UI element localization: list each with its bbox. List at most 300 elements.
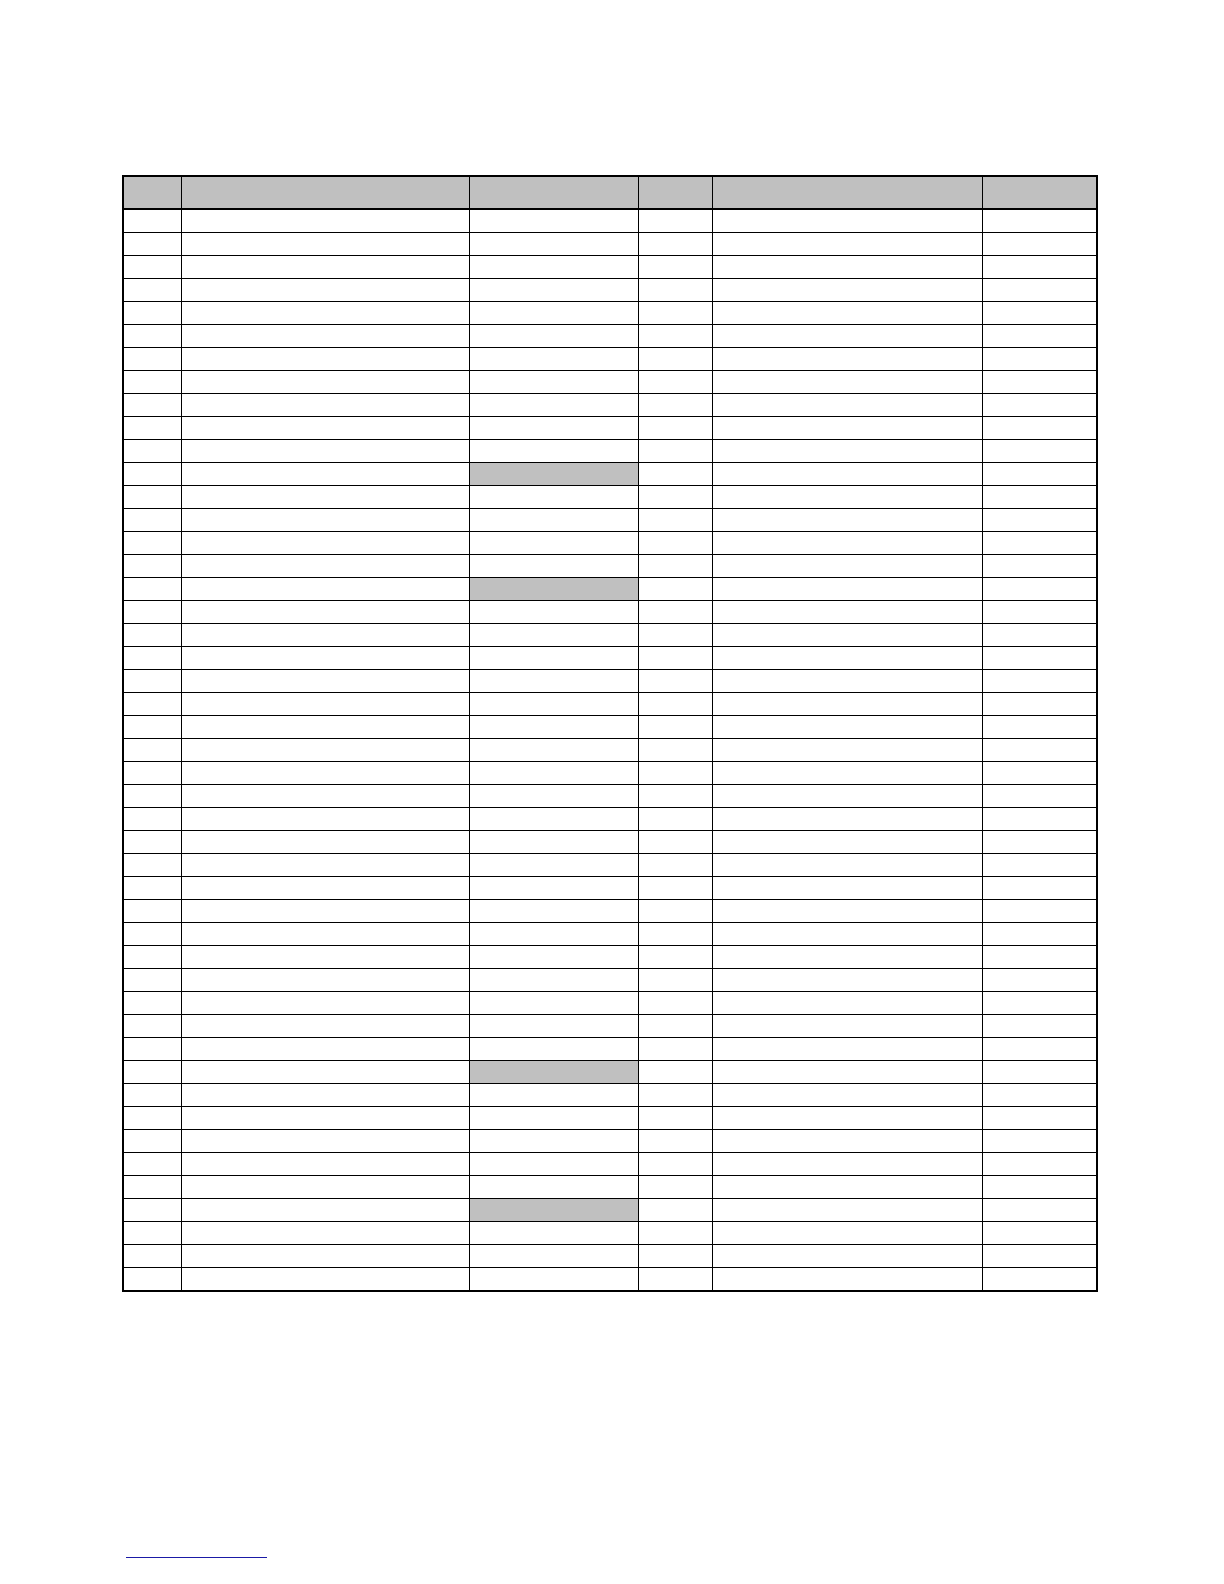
table-cell — [982, 647, 1097, 670]
table-cell — [638, 601, 712, 624]
table-cell — [181, 1015, 469, 1038]
table-cell — [469, 325, 638, 348]
table-row — [123, 1084, 1097, 1107]
table-cell — [123, 1130, 181, 1153]
table-cell — [638, 440, 712, 463]
table-cell — [181, 1176, 469, 1199]
table-cell — [982, 969, 1097, 992]
table-row — [123, 233, 1097, 256]
table-cell — [181, 417, 469, 440]
table-cell — [123, 647, 181, 670]
table-cell — [982, 1107, 1097, 1130]
table-cell — [638, 578, 712, 601]
header-cell — [982, 176, 1097, 209]
table-cell — [982, 302, 1097, 325]
table-cell — [469, 371, 638, 394]
table-cell — [712, 1061, 982, 1084]
table-cell — [123, 923, 181, 946]
table-row — [123, 854, 1097, 877]
table-cell — [181, 279, 469, 302]
table-cell — [638, 394, 712, 417]
table-cell — [638, 279, 712, 302]
table-cell — [123, 578, 181, 601]
table-cell — [982, 1130, 1097, 1153]
table-cell — [123, 256, 181, 279]
table-cell — [469, 1038, 638, 1061]
table-cell — [982, 578, 1097, 601]
table-cell — [982, 463, 1097, 486]
table-cell — [638, 1199, 712, 1222]
table-cell — [982, 923, 1097, 946]
table-row — [123, 946, 1097, 969]
table-cell — [982, 486, 1097, 509]
table-cell — [638, 417, 712, 440]
table-cell — [638, 716, 712, 739]
table-cell — [469, 900, 638, 923]
table-cell — [982, 417, 1097, 440]
table-row — [123, 417, 1097, 440]
table-cell — [712, 1176, 982, 1199]
table-cell — [712, 417, 982, 440]
table-cell — [982, 992, 1097, 1015]
table-cell — [982, 716, 1097, 739]
table-cell — [123, 555, 181, 578]
table-cell — [181, 877, 469, 900]
table-cell — [181, 209, 469, 233]
table-cell — [638, 1107, 712, 1130]
table-cell — [123, 233, 181, 256]
table-cell — [712, 1245, 982, 1268]
table-row — [123, 1176, 1097, 1199]
table-row — [123, 1107, 1097, 1130]
table-row — [123, 831, 1097, 854]
table-cell — [712, 808, 982, 831]
table-cell — [982, 854, 1097, 877]
table-cell — [469, 555, 638, 578]
table-cell — [982, 762, 1097, 785]
shaded-table-cell — [469, 578, 638, 601]
table-cell — [712, 486, 982, 509]
table-cell — [982, 440, 1097, 463]
table-row — [123, 1268, 1097, 1292]
table-cell — [982, 325, 1097, 348]
table-cell — [982, 1268, 1097, 1292]
table-cell — [181, 762, 469, 785]
table-cell — [469, 302, 638, 325]
table-cell — [982, 785, 1097, 808]
table-cell — [469, 670, 638, 693]
table-cell — [712, 693, 982, 716]
table-cell — [123, 900, 181, 923]
table-row — [123, 578, 1097, 601]
table-cell — [638, 1222, 712, 1245]
table-cell — [123, 209, 181, 233]
blank-form-table — [122, 175, 1098, 1292]
table-cell — [469, 1222, 638, 1245]
table-cell — [469, 509, 638, 532]
header-cell — [638, 176, 712, 209]
shaded-table-cell — [469, 1199, 638, 1222]
table-cell — [982, 1222, 1097, 1245]
table-cell — [123, 969, 181, 992]
table-cell — [181, 233, 469, 256]
table-cell — [181, 1038, 469, 1061]
table-cell — [712, 716, 982, 739]
table-cell — [638, 969, 712, 992]
table-cell — [638, 854, 712, 877]
table-cell — [982, 532, 1097, 555]
table-cell — [982, 1176, 1097, 1199]
table-cell — [982, 394, 1097, 417]
table-cell — [123, 463, 181, 486]
table-row — [123, 394, 1097, 417]
table-cell — [181, 578, 469, 601]
table-cell — [123, 417, 181, 440]
table-cell — [982, 348, 1097, 371]
table-cell — [638, 693, 712, 716]
table-cell — [181, 785, 469, 808]
table-cell — [638, 923, 712, 946]
table-cell — [712, 463, 982, 486]
table-row — [123, 371, 1097, 394]
table-cell — [638, 992, 712, 1015]
table-cell — [638, 762, 712, 785]
table-cell — [123, 1268, 181, 1292]
table-cell — [638, 1176, 712, 1199]
table-cell — [712, 1015, 982, 1038]
table-cell — [123, 601, 181, 624]
table-cell — [181, 900, 469, 923]
header-row — [123, 176, 1097, 209]
table-row — [123, 1130, 1097, 1153]
table-row — [123, 808, 1097, 831]
table-cell — [712, 440, 982, 463]
table-cell — [469, 1107, 638, 1130]
table-cell — [638, 785, 712, 808]
table-cell — [123, 325, 181, 348]
table-cell — [181, 992, 469, 1015]
table-cell — [181, 325, 469, 348]
table-cell — [469, 1153, 638, 1176]
table-row — [123, 209, 1097, 233]
table-cell — [181, 831, 469, 854]
table-cell — [181, 302, 469, 325]
table-cell — [181, 256, 469, 279]
table-cell — [712, 854, 982, 877]
table-cell — [181, 624, 469, 647]
table-cell — [469, 532, 638, 555]
table-cell — [712, 371, 982, 394]
table-cell — [638, 831, 712, 854]
table-cell — [469, 785, 638, 808]
table-cell — [638, 739, 712, 762]
table-cell — [982, 1038, 1097, 1061]
table-cell — [638, 877, 712, 900]
table-cell — [712, 302, 982, 325]
table-cell — [181, 923, 469, 946]
table-cell — [982, 1245, 1097, 1268]
table-cell — [982, 900, 1097, 923]
table-cell — [712, 1130, 982, 1153]
table-cell — [469, 348, 638, 371]
table-cell — [638, 532, 712, 555]
table-cell — [181, 1222, 469, 1245]
table-cell — [712, 785, 982, 808]
table-row — [123, 624, 1097, 647]
table-cell — [123, 486, 181, 509]
table-cell — [982, 1153, 1097, 1176]
table-cell — [712, 969, 982, 992]
table-cell — [469, 808, 638, 831]
table-cell — [181, 509, 469, 532]
table-cell — [469, 693, 638, 716]
table-cell — [638, 1245, 712, 1268]
table-cell — [469, 279, 638, 302]
table-cell — [181, 1245, 469, 1268]
table-cell — [638, 509, 712, 532]
table-cell — [181, 1061, 469, 1084]
table-cell — [982, 256, 1097, 279]
table-cell — [982, 1199, 1097, 1222]
table-cell — [469, 1176, 638, 1199]
table-cell — [469, 601, 638, 624]
table-row — [123, 302, 1097, 325]
table-cell — [123, 532, 181, 555]
table-cell — [123, 1015, 181, 1038]
table-cell — [123, 279, 181, 302]
table-cell — [982, 808, 1097, 831]
table-cell — [181, 969, 469, 992]
table-row — [123, 325, 1097, 348]
table-cell — [638, 209, 712, 233]
table-cell — [181, 555, 469, 578]
table-cell — [712, 532, 982, 555]
table-cell — [638, 1268, 712, 1292]
table-row — [123, 440, 1097, 463]
table-cell — [712, 762, 982, 785]
table-cell — [638, 463, 712, 486]
table-cell — [123, 371, 181, 394]
table-cell — [181, 601, 469, 624]
table-cell — [638, 371, 712, 394]
table-cell — [712, 256, 982, 279]
table-cell — [123, 1107, 181, 1130]
table-row — [123, 601, 1097, 624]
table-cell — [638, 900, 712, 923]
table-row — [123, 1222, 1097, 1245]
table-cell — [181, 693, 469, 716]
table-cell — [982, 946, 1097, 969]
table-cell — [123, 877, 181, 900]
table-cell — [123, 1061, 181, 1084]
table-cell — [712, 1107, 982, 1130]
table-cell — [712, 1268, 982, 1292]
table-cell — [469, 394, 638, 417]
table-cell — [712, 1038, 982, 1061]
table-cell — [123, 509, 181, 532]
table-cell — [712, 279, 982, 302]
table-cell — [181, 486, 469, 509]
table-cell — [982, 1015, 1097, 1038]
table-cell — [638, 1130, 712, 1153]
table-cell — [123, 670, 181, 693]
table-cell — [181, 1130, 469, 1153]
table-row — [123, 992, 1097, 1015]
table-cell — [123, 1222, 181, 1245]
table-cell — [982, 877, 1097, 900]
table-row — [123, 762, 1097, 785]
table-cell — [712, 831, 982, 854]
table-row — [123, 1061, 1097, 1084]
table-cell — [712, 209, 982, 233]
table-cell — [123, 440, 181, 463]
table-cell — [469, 486, 638, 509]
table-row — [123, 1038, 1097, 1061]
table-row — [123, 348, 1097, 371]
table-cell — [638, 302, 712, 325]
table-cell — [123, 1038, 181, 1061]
table-cell — [712, 509, 982, 532]
table-cell — [638, 808, 712, 831]
table-cell — [982, 739, 1097, 762]
table-cell — [712, 923, 982, 946]
table-cell — [982, 601, 1097, 624]
table-cell — [181, 739, 469, 762]
table-row — [123, 1199, 1097, 1222]
table-cell — [712, 1153, 982, 1176]
table-row — [123, 647, 1097, 670]
table-cell — [712, 555, 982, 578]
table-cell — [712, 578, 982, 601]
table-cell — [712, 325, 982, 348]
table-cell — [712, 946, 982, 969]
table-cell — [638, 1061, 712, 1084]
table-cell — [469, 946, 638, 969]
table-cell — [712, 1084, 982, 1107]
header-cell — [469, 176, 638, 209]
table-cell — [181, 670, 469, 693]
table-row — [123, 785, 1097, 808]
table-cell — [469, 877, 638, 900]
table-row — [123, 1153, 1097, 1176]
table-cell — [712, 670, 982, 693]
table-cell — [638, 233, 712, 256]
table-row — [123, 555, 1097, 578]
table-cell — [469, 440, 638, 463]
table-cell — [982, 693, 1097, 716]
table-cell — [123, 1199, 181, 1222]
table-cell — [469, 256, 638, 279]
table-cell — [469, 1084, 638, 1107]
table-cell — [712, 348, 982, 371]
table-cell — [982, 555, 1097, 578]
table-row — [123, 1245, 1097, 1268]
table-row — [123, 969, 1097, 992]
table-cell — [469, 762, 638, 785]
table-cell — [181, 854, 469, 877]
table-cell — [712, 739, 982, 762]
table-cell — [469, 854, 638, 877]
table-cell — [638, 325, 712, 348]
shaded-table-cell — [469, 463, 638, 486]
table-cell — [469, 624, 638, 647]
table-cell — [181, 647, 469, 670]
table-cell — [469, 923, 638, 946]
table-cell — [638, 624, 712, 647]
table-cell — [469, 233, 638, 256]
table-cell — [982, 831, 1097, 854]
shaded-table-cell — [469, 1061, 638, 1084]
table-cell — [469, 417, 638, 440]
table-row — [123, 693, 1097, 716]
table-cell — [638, 1084, 712, 1107]
table-row — [123, 877, 1097, 900]
table-cell — [181, 394, 469, 417]
table-cell — [638, 647, 712, 670]
table-row — [123, 670, 1097, 693]
table-cell — [638, 670, 712, 693]
table-cell — [123, 394, 181, 417]
table-cell — [982, 509, 1097, 532]
header-cell — [712, 176, 982, 209]
table-cell — [181, 348, 469, 371]
table-cell — [181, 463, 469, 486]
table-cell — [469, 831, 638, 854]
table-cell — [469, 647, 638, 670]
table-row — [123, 1015, 1097, 1038]
table-body — [123, 209, 1097, 1291]
table-cell — [469, 992, 638, 1015]
table-cell — [181, 716, 469, 739]
table-cell — [123, 1245, 181, 1268]
table-cell — [712, 1222, 982, 1245]
table-row — [123, 532, 1097, 555]
table-cell — [469, 209, 638, 233]
table-cell — [123, 302, 181, 325]
table-cell — [181, 1153, 469, 1176]
table-row — [123, 739, 1097, 762]
table-cell — [982, 1084, 1097, 1107]
table-cell — [982, 670, 1097, 693]
table-cell — [123, 348, 181, 371]
table-cell — [123, 946, 181, 969]
header-cell — [181, 176, 469, 209]
table-cell — [181, 532, 469, 555]
table-cell — [712, 624, 982, 647]
table-cell — [123, 1084, 181, 1107]
table-cell — [123, 992, 181, 1015]
table-cell — [123, 1176, 181, 1199]
table-cell — [123, 808, 181, 831]
table-cell — [181, 1268, 469, 1292]
table-cell — [181, 1199, 469, 1222]
table-cell — [712, 647, 982, 670]
table-cell — [123, 785, 181, 808]
table-cell — [638, 946, 712, 969]
table-cell — [181, 371, 469, 394]
table-cell — [123, 739, 181, 762]
table-row — [123, 509, 1097, 532]
table-cell — [181, 1107, 469, 1130]
table-cell — [469, 739, 638, 762]
table-cell — [469, 716, 638, 739]
table-cell — [638, 1038, 712, 1061]
table-row — [123, 716, 1097, 739]
header-cell — [123, 176, 181, 209]
table-cell — [181, 1084, 469, 1107]
table-cell — [982, 1061, 1097, 1084]
table-cell — [638, 348, 712, 371]
